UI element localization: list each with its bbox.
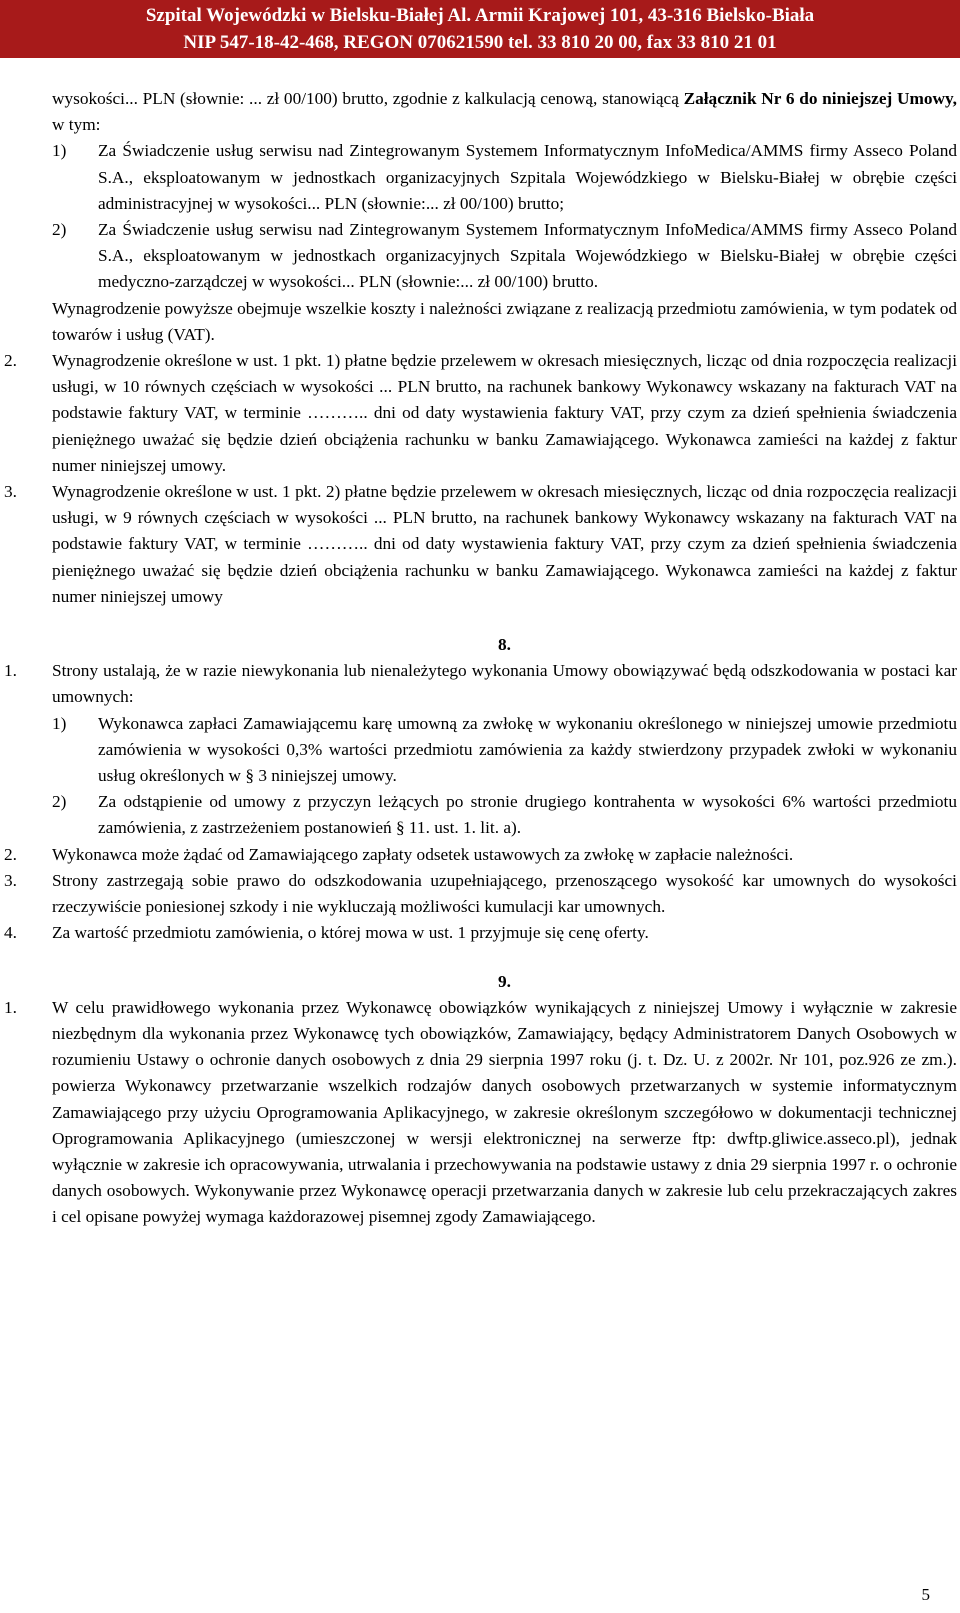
list-text: Wykonawca może żądać od Zamawiającego zapłaty odsetek ustawowych za zwłokę w zapłacie należności.: [52, 844, 794, 864]
list-item: [52, 138, 957, 217]
remuneration-note: Wynagrodzenie powyższe obejmuje wszelkie koszty i należności związane z realizacją przedmiotu zamówienia, w tym podatek od towarów i usług (VAT).: [52, 298, 957, 344]
list-text: Strony ustalają, że w razie niewykonania lub nienależytego wykonania Umowy obowiązywać będą odszkodowania w postaci kar umownych:: [52, 661, 957, 707]
sub-list-item: [52, 789, 957, 841]
list-number: 2.: [4, 351, 17, 371]
list-number: 2): [52, 220, 67, 240]
list-text: Za wartość przedmiotu zamówienia, o której mowa w ust. 1 przyjmuje się cenę oferty.: [52, 923, 649, 943]
intro-text-end: w tym:: [52, 115, 101, 135]
section-heading-8: 8.: [498, 635, 511, 655]
list-number: 2): [52, 792, 67, 812]
list-item: [4, 868, 957, 920]
list-item: [4, 842, 957, 868]
page-header: [0, 0, 960, 58]
list-number: 1): [52, 713, 67, 733]
list-number: 1): [52, 141, 67, 161]
document-body: [4, 86, 957, 1231]
list-text: Wykonawca zapłaci Zamawiającemu karę umowną za zwłokę w wykonaniu określonego w niniejszej umowie przedmiotu zamówienia w wysokości 0,3% wartości przedmiotu zamówienia za każdy stwierdzony przypadek zwłoki w wykonaniu usług określonych w § 3 niniejszej umowy.: [98, 713, 957, 786]
header-registry-line: NIP 547-18-42-468, REGON 070621590 tel. 33 810 20 00, fax 33 810 21 01: [183, 32, 777, 53]
section-heading-9: 9.: [498, 971, 511, 991]
list-item: [4, 658, 957, 841]
list-text: Za Świadczenie usług serwisu nad Zintegrowanym Systemem Informatycznym InfoMedica/AMMS firmy Asseco Poland S.A., eksploatowanym w jednostkach organizacyjnych Szpitala Wojewódzkiego w Bielsku-Białej w obrębie części administracyjnej w wysokości... PLN (słownie:... zł 00/100) brutto;: [98, 141, 957, 213]
list-item: [4, 920, 957, 946]
list-number: 4.: [4, 923, 17, 943]
list-number: 3.: [4, 870, 17, 890]
list-text: Za Świadczenie usług serwisu nad Zintegrowanym Systemem Informatycznym InfoMedica/AMMS firmy Asseco Poland S.A., eksploatowanym w jednostkach organizacyjnych Szpitala Wojewódzkiego w Bielsku-Białej w obrębie części medyczno-zarządczej w wysokości... PLN (słownie:... zł 00/100) brutto.: [98, 220, 957, 292]
list-item: [4, 995, 957, 1231]
intro-paragraph: [52, 86, 957, 138]
intro-bold-reference: Załącznik Nr 6 do niniejszej Umowy,: [683, 89, 957, 108]
list-text: Strony zastrzegają sobie prawo do odszkodowania uzupełniającego, przenoszącego wysokość kar umownych do wysokości rzeczywiście poniesionej szkody i nie wykluczają możliwości kumulacji kar umownych.: [52, 870, 957, 917]
list-number: 1.: [4, 997, 17, 1017]
list-item: [4, 479, 957, 610]
sub-list-item: [52, 711, 957, 790]
list-item: [52, 217, 957, 296]
list-number: 1.: [4, 661, 17, 681]
list-text: Wynagrodzenie określone w ust. 1 pkt. 1) płatne będzie przelewem w okresach miesięcznych, licząc od dnia rozpoczęcia realizacji usługi, w 10 równych częściach w wysokości ... PLN brutto, na rachunek bankowy Wykonawcy wskazany na fakturach VAT na podstawie faktury VAT, w terminie ……….. dni od daty wystawienia faktury VAT, przy czym za dzień spełnienia świadczenia pieniężnego uważać się będzie dzień obciążenia rachunku w banku Zamawiającego. Wykonawca zamieści na każdej z faktur numer niniejszej umowy.: [52, 351, 957, 475]
list-item: [4, 348, 957, 479]
page-number: 5: [921, 1585, 930, 1604]
list-text: Za odstąpienie od umowy z przyczyn leżących po stronie drugiego kontrahenta w wysokości 6% wartości przedmiotu zamówienia, z zastrzeżeniem postanowień § 11. ust. 1. lit. a).: [98, 792, 957, 838]
list-number: 2.: [4, 844, 17, 864]
header-address-line: Szpital Wojewódzki w Bielsku-Białej Al. Armii Krajowej 101, 43-316 Bielsko-Biała: [145, 5, 815, 26]
intro-text: wysokości... PLN (słownie: ... zł 00/100) brutto, zgodnie z kalkulacją cenową, stanowiącą: [52, 89, 684, 108]
list-number: 3.: [4, 482, 17, 502]
list-text: W celu prawidłowego wykonania przez Wykonawcę obowiązków wynikających z niniejszej Umowy i wyłącznie w zakresie niezbędnym dla wykonania przez Wykonawcę tych obowiązków, Zamawiający, będący Administratorem Danych Osobowych w rozumieniu Ustawy o ochronie danych osobowych z dnia 29 sierpnia 1997 roku (j. t. Dz. U. z 2002r. Nr 101, poz.926 ze zm.). powierza Wykonawcy przetwarzanie wszelkich rodzajów danych osobowych przetwarzanych w systemie informatycznym Zamawiającego przy użyciu Oprogramowania Aplikacyjnego, w zakresie określonym szczegółowo w dokumentacji technicznej Oprogramowania Aplikacyjnego (umieszczonej w wersji elektronicznej na serwerze ftp: dwftp.gliwice.asseco.pl), jednak wyłącznie w zakresie ich opracowywania, utrwalania i przechowywania na podstawie ustawy z dnia 29 sierpnia 1997 r. o ochronie danych osobowych. Wykonywanie przez Wykonawcę operacji przetwarzania danych w zakresie lub celu przekraczających zakres i cel opisane powyżej wymaga każdorazowej pisemnej zgody Zamawiającego.: [52, 997, 957, 1227]
list-text: Wynagrodzenie określone w ust. 1 pkt. 2) płatne będzie przelewem w okresach miesięcznych, licząc od dnia rozpoczęcia realizacji usługi, w 9 równych częściach w wysokości ... PLN brutto, na rachunek bankowy Wykonawcy wskazany na fakturach VAT na podstawie faktury VAT, w terminie ……….. dni od daty wystawienia faktury VAT, przy czym za dzień spełnienia świadczenia pieniężnego uważać się będzie dzień obciążenia rachunku w banku Zamawiającego. Wykonawca zamieści na każdej z faktur numer niniejszej umowy: [52, 482, 957, 606]
